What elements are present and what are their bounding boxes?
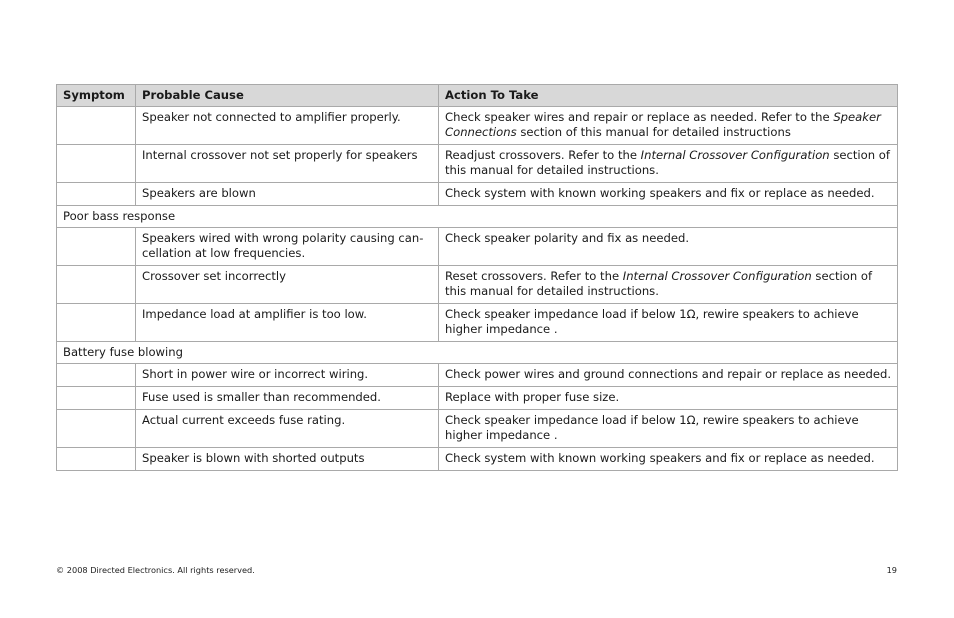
cause-cell: Internal crossover not set properly for speakers [136,145,439,183]
symptom-cell [57,364,136,387]
table-row [57,107,898,145]
cause-cell: Speakers are blown [136,183,439,206]
cause-cell: Speakers wired with wrong polarity causing can-cellation at low frequencies. [136,228,439,266]
symptom-cell [57,304,136,342]
action-cell: Check system with known working speakers and fix or replace as needed. [439,183,898,206]
symptom-poor-bass-response: Poor bass response [57,206,898,228]
cause-cell: Fuse used is smaller than recommended. [136,387,439,410]
action-cell: Check speaker impedance load if below 1Ω, rewire speakers to achieve higher impedance . [439,410,898,448]
action-text: Reset crossovers. Refer to the [445,269,623,283]
table-row [57,304,898,342]
table-row [57,448,898,471]
symptom-cell [57,107,136,145]
cause-cell: Short in power wire or incorrect wiring. [136,364,439,387]
troubleshooting-table [56,84,898,471]
symptom-cell [57,183,136,206]
cause-cell: Crossover set incorrectly [136,266,439,304]
symptom-group-row [57,342,898,364]
table-row [57,387,898,410]
symptom-cell [57,228,136,266]
cause-cell: Speaker not connected to amplifier properly. [136,107,439,145]
cause-cell: Actual current exceeds fuse rating. [136,410,439,448]
action-cell: Replace with proper fuse size. [439,387,898,410]
action-cell [439,145,898,183]
table-row [57,266,898,304]
symptom-group-row [57,206,898,228]
action-cell: Check speaker polarity and fix as needed. [439,228,898,266]
table-row [57,145,898,183]
action-cell [439,266,898,304]
symptom-cell [57,448,136,471]
header-symptom: Symptom [57,85,136,107]
action-text: Readjust crossovers. Refer to the [445,148,641,162]
table-row [57,364,898,387]
symptom-cell [57,410,136,448]
action-reference: Internal Crossover Configuration [640,148,830,162]
cause-cell: Impedance load at amplifier is too low. [136,304,439,342]
header-action-to-take: Action To Take [439,85,898,107]
symptom-cell [57,266,136,304]
action-text: section of this manual for detailed instructions. [445,148,890,177]
table-row [57,183,898,206]
table-row [57,410,898,448]
action-cell: Check speaker impedance load if below 1Ω, rewire speakers to achieve higher impedance . [439,304,898,342]
footer-copyright: © 2008 Directed Electronics. All rights reserved. [56,565,255,575]
action-text: section of this manual for detailed instructions [516,125,791,139]
header-probable-cause: Probable Cause [136,85,439,107]
table-header-row [57,85,898,107]
action-cell [439,107,898,145]
action-text: section of this manual for detailed instructions. [445,269,873,298]
page-number: 19 [886,565,897,575]
table-row [57,228,898,266]
symptom-cell [57,387,136,410]
symptom-cell [57,145,136,183]
action-cell: Check system with known working speakers and fix or replace as needed. [439,448,898,471]
cause-cell: Speaker is blown with shorted outputs [136,448,439,471]
action-reference: Internal Crossover Configuration [622,269,812,283]
action-cell: Check power wires and ground connections and repair or replace as needed. [439,364,898,387]
action-text: Check speaker wires and repair or replace as needed. Refer to the [445,110,834,124]
symptom-battery-fuse-blowing: Battery fuse blowing [57,342,898,364]
action-reference: Speaker Connections [445,110,881,139]
